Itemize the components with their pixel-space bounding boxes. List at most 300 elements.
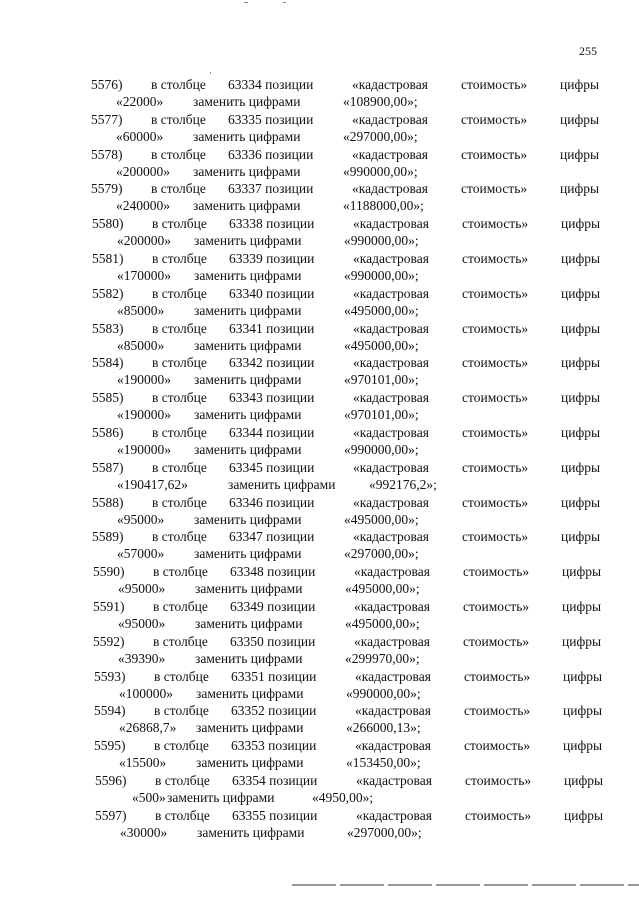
value-label: стоимость» (462, 390, 529, 406)
column-label: в столбце (154, 738, 209, 754)
row-number: 63349 (230, 599, 264, 614)
cadastral-label: «кадастровая (356, 773, 432, 788)
old-value: «60000» (116, 128, 164, 144)
value-label: стоимость» (461, 77, 528, 92)
scan-speck (244, 2, 248, 3)
column-label: в столбце (154, 703, 209, 719)
old-value: «95000» (118, 616, 166, 631)
entry-number: 5580) (92, 216, 124, 232)
value-label: стоимость» (462, 459, 529, 475)
amendment-entry (1, 494, 639, 528)
entry-line-1 (3, 737, 639, 754)
position-label: позиции (265, 181, 314, 197)
entry-number: 5582) (92, 285, 124, 301)
cadastral-label: «кадастровая (353, 216, 429, 232)
replace-label: заменить цифрами (193, 198, 301, 214)
entry-line-2 (0, 128, 639, 145)
new-value: «297000,00»; (343, 128, 418, 144)
position-ref (231, 668, 316, 685)
entry-line-1 (1, 389, 639, 406)
column-label: в столбце (152, 390, 207, 406)
row-number: 63352 (231, 703, 265, 719)
column-label: в столбце (152, 425, 207, 440)
replace-label: заменить цифрами (228, 476, 336, 492)
old-value: «85000» (117, 337, 165, 353)
position-ref (228, 111, 313, 128)
column-label: в столбце (152, 285, 207, 301)
position-ref (229, 250, 314, 267)
amendment-entry (4, 807, 639, 841)
old-value: «30000» (120, 824, 168, 840)
value-label: стоимость» (462, 425, 529, 440)
new-value: «495000,00»; (345, 616, 420, 631)
entry-line-1 (0, 76, 639, 93)
column-label: в столбце (152, 320, 207, 336)
position-label: позиции (267, 564, 316, 580)
value-label: стоимость» (462, 216, 529, 232)
amendment-entry (0, 111, 639, 145)
entry-line-2 (0, 197, 639, 214)
replace-label: заменить цифрами (196, 720, 304, 736)
entry-number: 5587) (92, 459, 124, 475)
old-value: «26868,7» (119, 720, 177, 736)
entry-number: 5595) (94, 738, 126, 754)
column-label: в столбце (152, 355, 207, 371)
old-value: «95000» (117, 511, 165, 527)
old-value: «170000» (117, 268, 171, 283)
new-value: «108900,00»; (343, 94, 418, 109)
position-label: позиции (266, 459, 315, 475)
scan-speck (283, 2, 286, 3)
digits-label: цифры (561, 216, 601, 232)
replace-label: заменить цифрами (193, 163, 301, 179)
value-label: стоимость» (463, 633, 530, 649)
cadastral-label: «кадастровая (353, 355, 429, 371)
entry-line-1 (3, 702, 639, 719)
entry-line-2 (2, 615, 639, 632)
amendment-entry (3, 702, 639, 736)
entry-line-1 (1, 250, 639, 267)
entry-line-1 (1, 424, 639, 441)
replace-label: заменить цифрами (196, 685, 304, 701)
old-value: «57000» (117, 546, 165, 562)
row-number: 63340 (229, 285, 263, 301)
cadastral-label: «кадастровая (356, 807, 432, 823)
row-number: 63354 (232, 773, 266, 788)
amendment-entry (2, 633, 639, 667)
row-number: 63351 (231, 668, 265, 684)
position-label: позиции (268, 668, 317, 684)
cadastral-label: «кадастровая (352, 77, 428, 92)
position-label: позиции (265, 111, 314, 127)
amendment-entry (3, 668, 639, 702)
entry-number: 5594) (94, 703, 126, 719)
amendment-entry (1, 354, 639, 388)
entry-number: 5592) (93, 633, 125, 649)
old-value: «190000» (117, 442, 171, 457)
position-label: позиции (269, 773, 318, 788)
column-label: в столбце (152, 251, 207, 266)
value-label: стоимость» (462, 529, 529, 545)
cadastral-label: «кадастровая (352, 111, 428, 127)
digits-label: цифры (563, 738, 603, 754)
old-value: «200000» (116, 163, 170, 179)
entry-line-1 (1, 494, 639, 511)
old-value: «85000» (117, 302, 165, 318)
entry-line-2 (0, 163, 639, 180)
page-number: 255 (579, 44, 597, 58)
column-label: в столбце (151, 111, 206, 127)
column-label: в столбце (151, 77, 206, 92)
entry-number: 5585) (92, 390, 124, 406)
position-ref (232, 772, 317, 789)
entry-line-1 (4, 772, 639, 789)
position-ref (230, 633, 315, 650)
value-label: стоимость» (464, 738, 531, 754)
column-label: в столбце (155, 773, 210, 788)
position-label: позиции (269, 807, 318, 823)
replace-label: заменить цифрами (194, 546, 302, 562)
value-label: стоимость» (462, 355, 529, 371)
entry-number: 5597) (95, 807, 127, 823)
row-number: 63338 (229, 216, 263, 232)
position-label: позиции (266, 425, 315, 440)
position-label: позиции (268, 738, 317, 754)
position-ref (232, 807, 317, 824)
replace-label: заменить цифрами (195, 650, 303, 666)
row-number: 63337 (228, 181, 262, 197)
amendment-entry (3, 737, 639, 771)
position-label: позиции (265, 146, 314, 162)
scan-speck (210, 72, 211, 74)
value-label: стоимость» (465, 807, 532, 823)
cadastral-label: «кадастровая (352, 146, 428, 162)
entry-line-1 (0, 146, 639, 163)
digits-label: цифры (564, 807, 604, 823)
row-number: 63335 (228, 111, 262, 127)
replace-label: заменить цифрами (195, 581, 303, 597)
new-value: «970101,00»; (344, 372, 419, 388)
entry-line-2 (1, 476, 639, 493)
cadastral-label: «кадастровая (354, 599, 430, 614)
entry-number: 5591) (93, 599, 125, 614)
value-label: стоимость» (463, 564, 530, 580)
cadastral-label: «кадастровая (353, 390, 429, 406)
position-label: позиции (266, 529, 315, 545)
amendment-entry (1, 424, 639, 458)
column-label: в столбце (153, 633, 208, 649)
entry-line-2 (4, 824, 639, 841)
amendment-entry (0, 180, 639, 214)
row-number: 63334 (228, 77, 262, 92)
new-value: «990000,00»; (344, 442, 419, 457)
entry-number: 5593) (94, 668, 126, 684)
entry-line-1 (2, 633, 639, 650)
entry-line-1 (1, 215, 639, 232)
row-number: 63353 (231, 738, 265, 754)
entry-number: 5577) (91, 111, 123, 127)
new-value: «495000,00»; (344, 511, 419, 527)
entry-line-2 (1, 511, 639, 528)
entry-number: 5589) (92, 529, 124, 545)
scan-bottom-rule (292, 884, 639, 886)
digits-label: цифры (561, 494, 601, 510)
entry-line-2 (1, 406, 639, 423)
digits-label: цифры (560, 146, 600, 162)
value-label: стоимость» (461, 146, 528, 162)
row-number: 63343 (229, 390, 263, 406)
entry-number: 5583) (92, 320, 124, 336)
entry-line-2 (1, 545, 639, 562)
entry-line-2 (2, 580, 639, 597)
entry-line-2 (1, 441, 639, 458)
entry-line-2 (1, 267, 639, 284)
position-ref (229, 354, 314, 371)
replace-label: заменить цифрами (196, 755, 304, 771)
digits-label: цифры (561, 355, 601, 371)
amendment-entry (2, 563, 639, 597)
position-label: позиции (266, 320, 315, 336)
entry-line-2 (3, 754, 639, 771)
position-ref (229, 528, 314, 545)
digits-label: цифры (563, 668, 603, 684)
amendment-entry (0, 146, 639, 180)
entry-line-2 (3, 685, 639, 702)
old-value: «95000» (118, 581, 166, 597)
entry-number: 5578) (91, 146, 123, 162)
new-value: «495000,00»; (344, 302, 419, 318)
row-number: 63347 (229, 529, 263, 545)
row-number: 63344 (229, 425, 263, 440)
position-ref (230, 598, 315, 615)
old-value: «39390» (118, 650, 166, 666)
position-label: позиции (265, 77, 314, 92)
position-label: позиции (268, 703, 317, 719)
row-number: 63348 (230, 564, 264, 580)
position-label: позиции (266, 390, 315, 406)
column-label: в столбце (151, 181, 206, 197)
new-value: «297000,00»; (347, 824, 422, 840)
value-label: стоимость» (462, 285, 529, 301)
new-value: «495000,00»; (344, 337, 419, 353)
old-value: «15500» (119, 755, 167, 771)
digits-label: цифры (562, 599, 602, 614)
entry-line-2 (0, 93, 639, 110)
row-number: 63342 (229, 355, 263, 371)
position-ref (228, 76, 313, 93)
entry-number: 5584) (92, 355, 124, 371)
cadastral-label: «кадастровая (353, 459, 429, 475)
replace-label: заменить цифрами (194, 511, 302, 527)
replace-label: заменить цифрами (194, 442, 302, 457)
old-value: «100000» (119, 685, 173, 701)
position-label: позиции (266, 285, 315, 301)
replace-label: заменить цифрами (194, 372, 302, 388)
old-value: «190000» (117, 407, 171, 423)
position-label: позиции (266, 251, 315, 266)
entry-line-2 (4, 789, 639, 806)
cadastral-label: «кадастровая (353, 285, 429, 301)
row-number: 63346 (229, 494, 263, 510)
cadastral-label: «кадастровая (353, 320, 429, 336)
value-label: стоимость» (461, 111, 528, 127)
amendment-entry (2, 598, 639, 632)
position-label: позиции (266, 355, 315, 371)
entry-line-1 (2, 563, 639, 580)
column-label: в столбце (151, 146, 206, 162)
digits-label: цифры (561, 285, 601, 301)
amendment-entry (4, 772, 639, 806)
digits-label: цифры (561, 459, 601, 475)
new-value: «992176,2»; (369, 476, 437, 492)
column-label: в столбце (152, 216, 207, 232)
entry-number: 5590) (93, 564, 125, 580)
column-label: в столбце (152, 459, 207, 475)
digits-label: цифры (563, 703, 603, 719)
entry-line-1 (3, 668, 639, 685)
value-label: стоимость» (464, 703, 531, 719)
new-value: «990000,00»; (344, 233, 419, 249)
new-value: «990000,00»; (346, 685, 421, 701)
replace-label: заменить цифрами (193, 128, 301, 144)
entry-line-1 (4, 807, 639, 824)
amendment-entry (1, 320, 639, 354)
value-label: стоимость» (461, 181, 528, 197)
new-value: «266000,13»; (346, 720, 421, 736)
old-value: «22000» (116, 94, 164, 109)
entry-line-1 (1, 320, 639, 337)
new-value: «4950,00»; (312, 790, 374, 805)
position-ref (228, 180, 313, 197)
entry-line-1 (0, 111, 639, 128)
position-ref (230, 563, 315, 580)
position-label: позиции (267, 599, 316, 614)
row-number: 63350 (230, 633, 264, 649)
replace-label: заменить цифрами (195, 616, 303, 631)
replace-label: заменить цифрами (194, 233, 302, 249)
column-label: в столбце (152, 494, 207, 510)
entry-number: 5576) (91, 77, 123, 92)
digits-label: цифры (564, 773, 604, 788)
cadastral-label: «кадастровая (354, 564, 430, 580)
entry-line-1 (1, 459, 639, 476)
row-number: 63345 (229, 459, 263, 475)
entry-line-1 (1, 354, 639, 371)
value-label: стоимость» (462, 494, 529, 510)
column-label: в столбце (153, 599, 208, 614)
amendment-entry (1, 215, 639, 249)
column-label: в столбце (154, 668, 209, 684)
old-value: «500» (132, 790, 166, 805)
entry-number: 5579) (91, 181, 123, 197)
digits-label: цифры (562, 564, 602, 580)
row-number: 63341 (229, 320, 263, 336)
position-ref (229, 389, 314, 406)
new-value: «970101,00»; (344, 407, 419, 423)
entry-line-2 (1, 232, 639, 249)
replace-label: заменить цифрами (194, 407, 302, 423)
old-value: «240000» (116, 198, 170, 214)
entry-number: 5586) (92, 425, 124, 440)
digits-label: цифры (560, 111, 600, 127)
position-ref (229, 285, 314, 302)
cadastral-label: «кадастровая (354, 633, 430, 649)
entry-line-2 (3, 719, 639, 736)
position-ref (231, 737, 316, 754)
column-label: в столбце (155, 807, 210, 823)
value-label: стоимость» (463, 599, 530, 614)
position-ref (231, 702, 316, 719)
replace-label: заменить цифрами (197, 824, 305, 840)
new-value: «990000,00»; (343, 163, 418, 179)
entry-number: 5596) (95, 773, 127, 788)
column-label: в столбце (153, 564, 208, 580)
new-value: «495000,00»; (345, 581, 420, 597)
amendment-entry (1, 250, 639, 284)
cadastral-label: «кадастровая (355, 703, 431, 719)
entry-line-2 (1, 371, 639, 388)
cadastral-label: «кадастровая (355, 668, 431, 684)
column-label: в столбце (152, 529, 207, 545)
value-label: стоимость» (462, 320, 529, 336)
digits-label: цифры (561, 251, 601, 266)
value-label: стоимость» (462, 251, 529, 266)
cadastral-label: «кадастровая (355, 738, 431, 754)
old-value: «190417,62» (117, 476, 188, 492)
row-number: 63336 (228, 146, 262, 162)
replace-label: заменить цифрами (167, 790, 275, 805)
replace-label: заменить цифрами (194, 268, 302, 283)
entry-line-1 (1, 285, 639, 302)
position-ref (229, 494, 314, 511)
position-ref (229, 424, 314, 441)
entry-line-2 (2, 650, 639, 667)
digits-label: цифры (561, 529, 601, 545)
amendment-entry (1, 528, 639, 562)
new-value: «1188000,00»; (343, 198, 424, 214)
replace-label: заменить цифрами (193, 94, 301, 109)
entry-number: 5588) (92, 494, 124, 510)
digits-label: цифры (560, 77, 600, 92)
digits-label: цифры (561, 425, 601, 440)
new-value: «299970,00»; (345, 650, 420, 666)
position-label: позиции (267, 633, 316, 649)
old-value: «200000» (117, 233, 171, 249)
position-ref (228, 146, 313, 163)
position-label: позиции (266, 494, 315, 510)
position-label: позиции (266, 216, 315, 232)
entry-line-1 (1, 528, 639, 545)
cadastral-label: «кадастровая (353, 251, 429, 266)
entry-line-1 (0, 180, 639, 197)
replace-label: заменить цифрами (194, 337, 302, 353)
row-number: 63339 (229, 251, 263, 266)
entry-line-2 (1, 302, 639, 319)
cadastral-label: «кадастровая (352, 181, 428, 197)
new-value: «297000,00»; (344, 546, 419, 562)
new-value: «990000,00»; (344, 268, 419, 283)
old-value: «190000» (117, 372, 171, 388)
amendment-entry (1, 459, 639, 493)
row-number: 63355 (232, 807, 266, 823)
position-ref (229, 320, 314, 337)
amendment-entry (1, 285, 639, 319)
digits-label: цифры (561, 390, 601, 406)
amendment-entry (0, 76, 639, 110)
cadastral-label: «кадастровая (353, 494, 429, 510)
cadastral-label: «кадастровая (353, 529, 429, 545)
entry-line-1 (2, 598, 639, 615)
